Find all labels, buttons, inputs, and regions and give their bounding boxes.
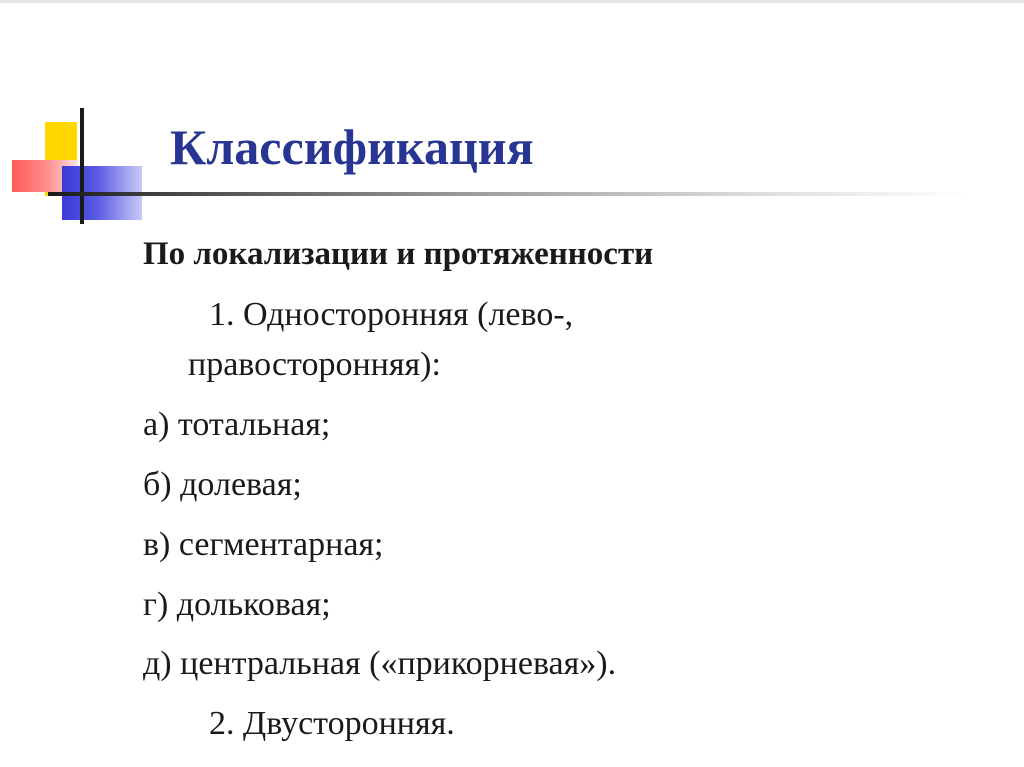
list-item-lobar: б) долевая; [143, 466, 302, 503]
vertical-rule [80, 108, 84, 224]
list-item-segmental: в) сегментарная; [143, 526, 384, 563]
list-item-lobular: г) дольковая; [143, 586, 331, 623]
list-item-unilateral: 1. Односторонняя (лево-, [209, 296, 574, 333]
list-item-bilateral: 2. Двусторонняя. [209, 705, 455, 742]
list-item-central: д) центральная («прикорневая»). [143, 645, 617, 682]
list-item-unilateral-cont: правосторонняя): [188, 346, 441, 383]
top-border [0, 0, 1024, 3]
subheading: По локализации и протяженности [143, 236, 654, 272]
horizontal-rule [48, 192, 968, 196]
slide-title: Классификация [170, 119, 534, 175]
list-item-total: а) тотальная; [143, 406, 331, 443]
